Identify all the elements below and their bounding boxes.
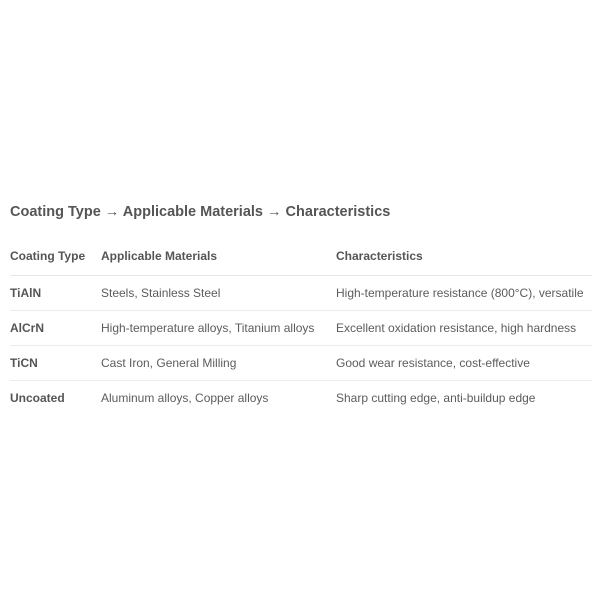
materials-cell: Steels, Stainless Steel: [101, 276, 336, 311]
table-row: [10, 311, 592, 346]
coating-type-cell: TiCN: [10, 346, 101, 381]
column-header-coating-type: Coating Type: [10, 241, 101, 276]
section-title: Coating Type → Applicable Materials → Characteristics: [10, 204, 391, 220]
characteristics-cell: High-temperature resistance (800°C), versatile: [336, 276, 592, 311]
materials-cell: Aluminum alloys, Copper alloys: [101, 391, 269, 405]
table-row: [10, 381, 592, 416]
table-row: [10, 276, 592, 311]
characteristics-cell: Good wear resistance, cost-effective: [336, 346, 592, 381]
column-header-characteristics: Characteristics: [336, 241, 592, 276]
table-row: [10, 346, 592, 381]
column-header-applicable-materials: Applicable Materials: [101, 241, 336, 276]
coating-table: [10, 241, 592, 415]
content-section: [10, 203, 592, 415]
coating-type-cell: Uncoated: [10, 391, 65, 405]
materials-cell: Cast Iron, General Milling: [101, 346, 336, 381]
characteristics-cell: Sharp cutting edge, anti-buildup edge: [336, 391, 536, 405]
characteristics-cell: Excellent oxidation resistance, high hardness: [336, 311, 592, 346]
coating-type-cell: AlCrN: [10, 311, 101, 346]
materials-cell: High-temperature alloys, Titanium alloys: [101, 311, 336, 346]
coating-type-cell: TiAlN: [10, 276, 101, 311]
table-header-row: [10, 241, 592, 276]
